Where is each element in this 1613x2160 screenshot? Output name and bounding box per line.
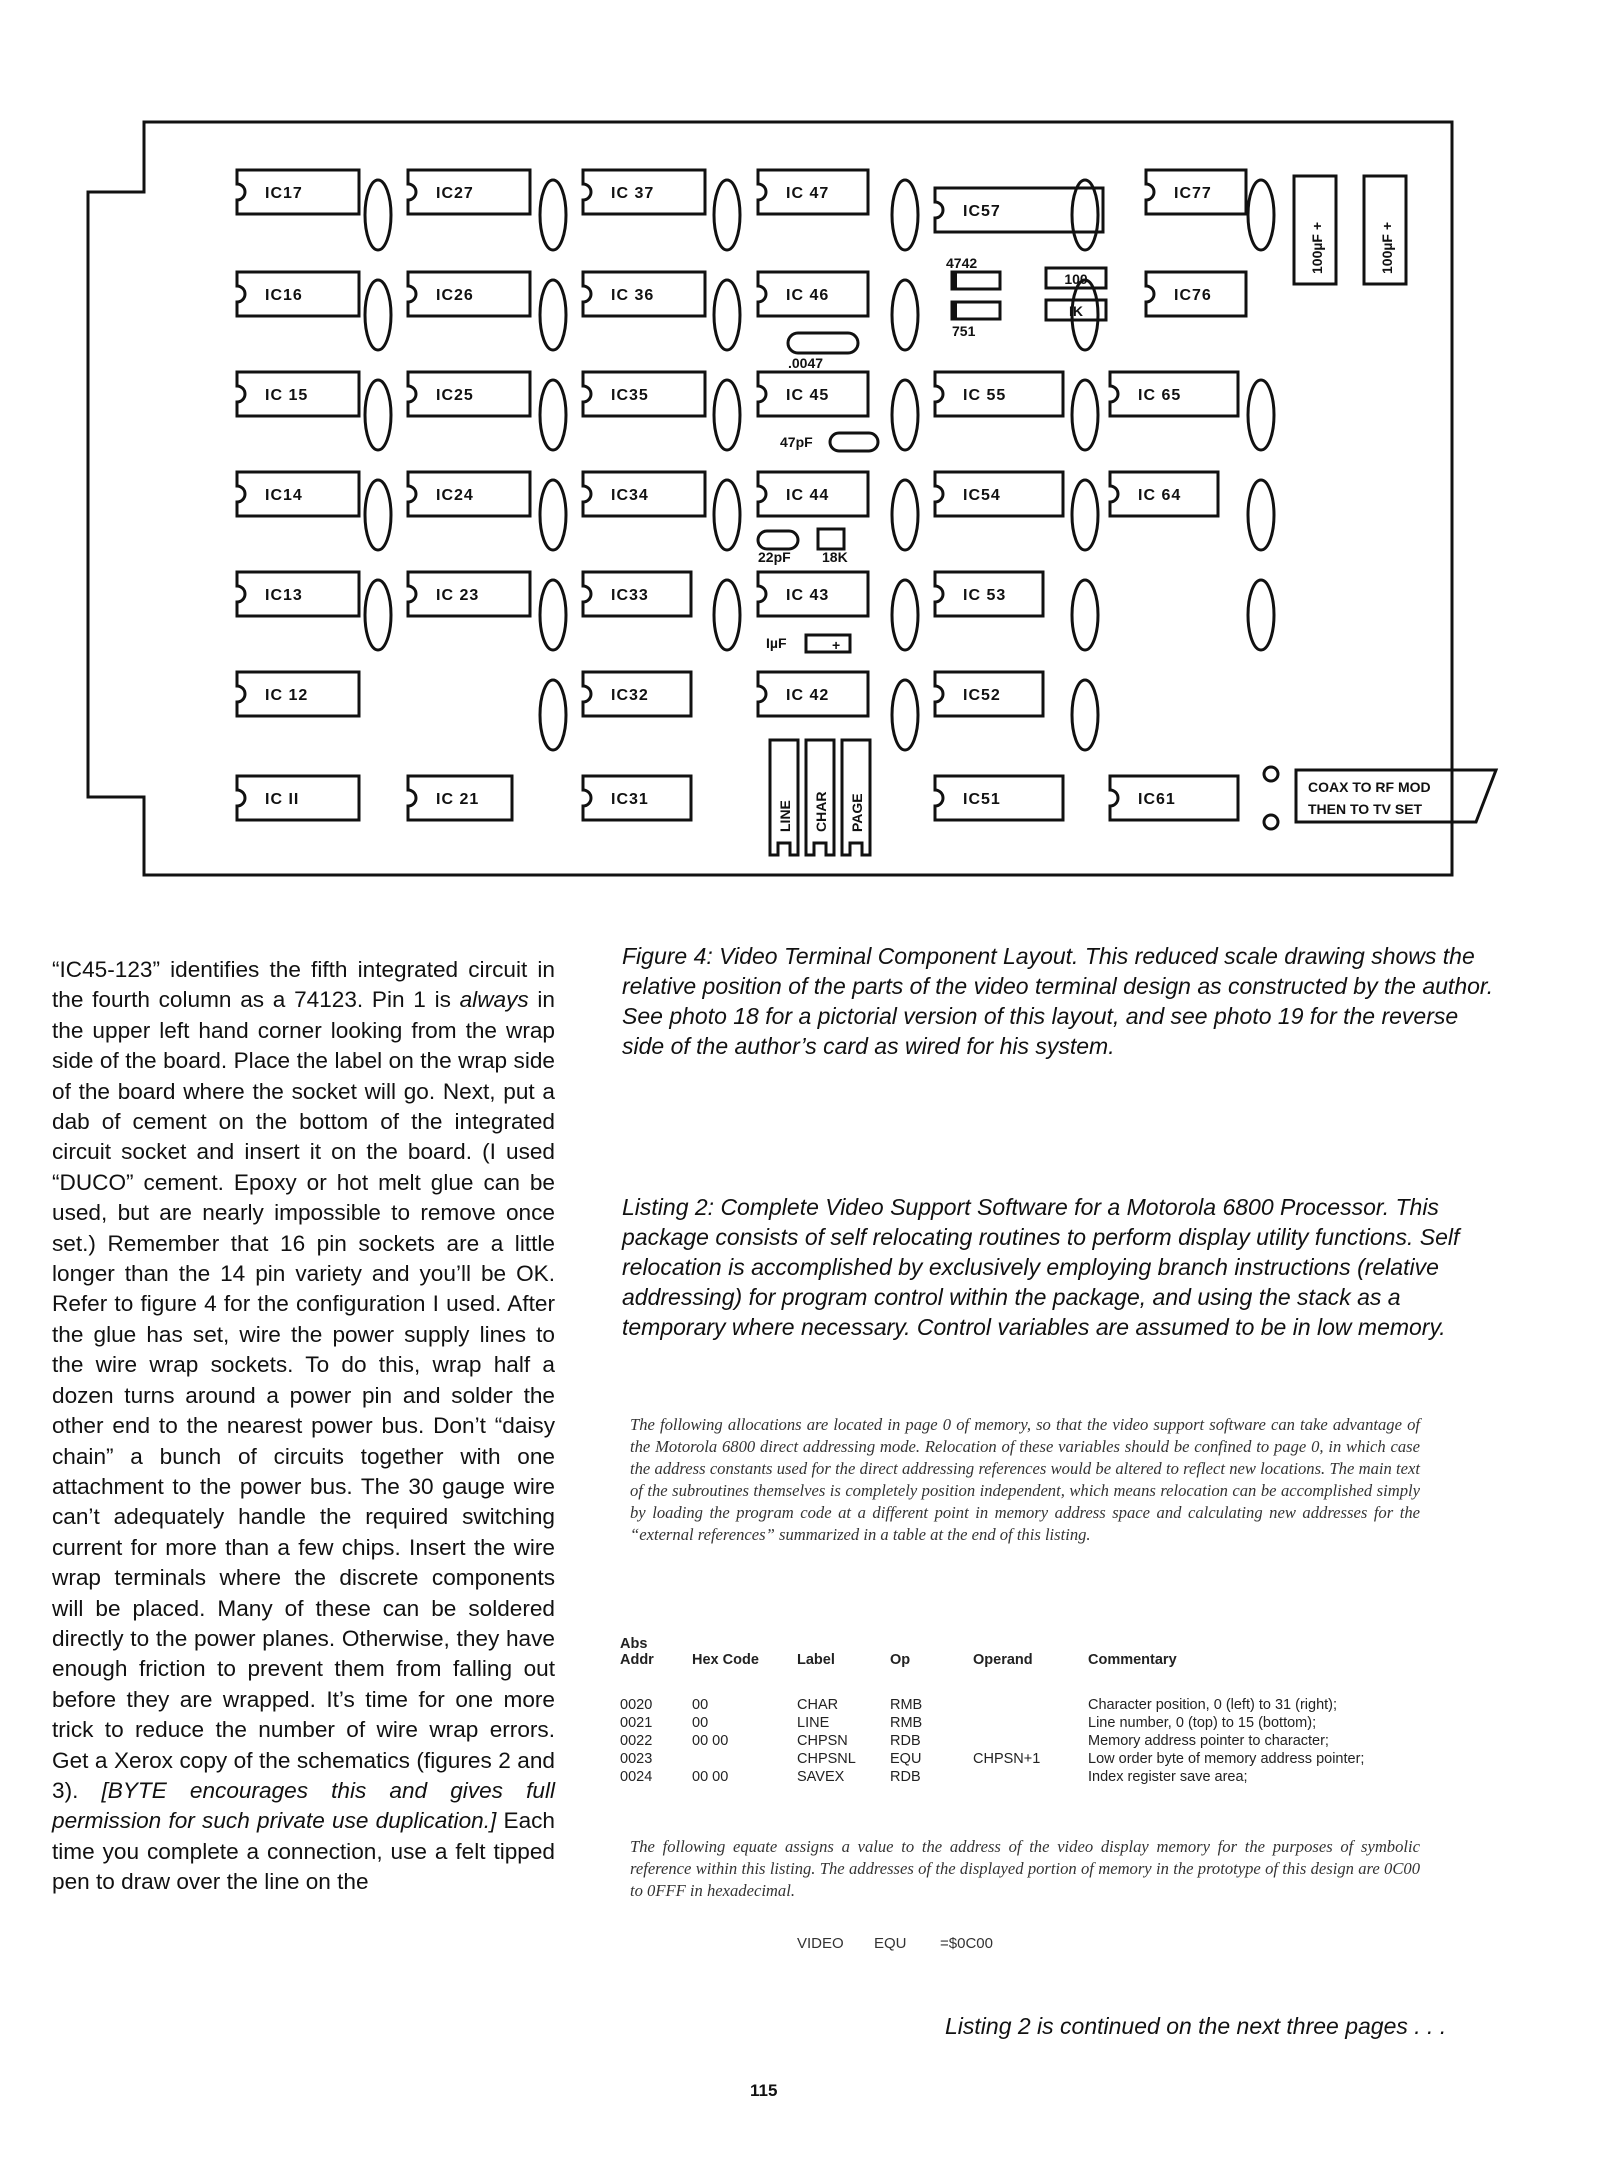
chip-ic25	[408, 372, 530, 416]
bypass-capacitor	[540, 580, 566, 650]
equate-note: The following equate assigns a value to the address of the video display memory for the purposes of symbolic reference within this listing. The addresses of the displayed portion of memory in the prototype of this design are 0C00 to 0FFF in hexadecimal.	[630, 1837, 1420, 1900]
chip-label-ic53: IC 53	[963, 587, 1007, 604]
bypass-capacitor	[540, 380, 566, 450]
capacitor-100uf-a-label: 100µF +	[1309, 221, 1325, 274]
chip-label-ic32: IC32	[611, 687, 649, 704]
chip-label-ic47: IC 47	[786, 185, 830, 202]
resistor-18k	[818, 529, 848, 565]
chip-label-ic42: IC 42	[786, 687, 830, 704]
chip-label-ic31: IC31	[611, 791, 649, 808]
chip-label-ic61: IC61	[1138, 791, 1176, 808]
chip-ic42	[758, 672, 868, 716]
capacitor-1uf-label: IµF	[766, 635, 787, 651]
chip-ic31	[583, 776, 691, 820]
capacitor-47pf-label: 47pF	[780, 434, 813, 450]
page-number: 115	[750, 2081, 778, 2100]
capacitor-layer	[365, 180, 1274, 750]
listing-intro: The following allocations are located in page 0 of memory, so that the video support software can take advantage of the Motorola 6800 direct addressing mode. Relocation of these variables should be confined to page 0, in which case the address constants used for the direct addressing references would be altered to reflect new locations. The main text of the subroutines themselves is completely position independent, which means relocation can be accomplished simply by loading the program code at a different point in memory address space and calculating new addresses for the “external references” summarized in a table at the end of this listing.	[630, 1415, 1420, 1544]
capacitor-0047-label: .0047	[788, 355, 824, 371]
col-op: Op	[890, 1652, 911, 1668]
chip-label-ic17: IC17	[265, 185, 303, 202]
chip-ic24	[408, 472, 530, 516]
bypass-capacitor	[892, 380, 918, 450]
chip-ic45	[758, 372, 868, 416]
chip-ic13	[237, 572, 359, 616]
body-text	[52, 955, 555, 1898]
switch-line	[770, 740, 798, 855]
chip-ic54	[935, 472, 1063, 516]
chip-label-ic23: IC 23	[436, 587, 480, 604]
chip-ic36	[583, 272, 705, 316]
chip-label-ic26: IC26	[436, 287, 474, 304]
chip-label-ic35: IC35	[611, 387, 649, 404]
bypass-capacitor	[714, 480, 740, 550]
chip-ic26	[408, 272, 530, 316]
svg-text:+: +	[832, 637, 841, 653]
chip-label-ic76: IC76	[1174, 287, 1212, 304]
chip-label-ic51: IC51	[963, 791, 1001, 808]
bypass-capacitor	[1248, 380, 1274, 450]
bypass-capacitor	[540, 280, 566, 350]
table-row: 0021 00 LINE RMB Line number, 0 (top) to 15 (bottom);	[620, 1715, 1317, 1731]
chip-ic64	[1110, 472, 1218, 516]
bypass-capacitor	[365, 480, 391, 550]
bypass-capacitor	[892, 180, 918, 250]
chip-label-ic11: IC II	[265, 791, 300, 808]
chip-ic76	[1146, 272, 1246, 316]
capacitor-100uf-b-label: 100µF +	[1379, 221, 1395, 274]
chip-label-ic36: IC 36	[611, 287, 655, 304]
chip-ic52	[935, 672, 1043, 716]
resistor-18k-label: 18K	[822, 549, 848, 565]
table-row: 0023 CHPSNL EQU CHPSN+1 Low order byte of memory address pointer;	[620, 1751, 1365, 1767]
bypass-capacitor	[1248, 580, 1274, 650]
bypass-capacitor	[714, 380, 740, 450]
chip-ic46	[758, 272, 868, 316]
capacitor-0047	[788, 333, 858, 371]
table-header-row	[620, 1636, 1374, 1696]
chip-label-ic77: IC77	[1174, 185, 1212, 202]
resistor-100	[1046, 268, 1106, 288]
bypass-capacitor	[1072, 180, 1098, 250]
resistor-4742	[946, 255, 1000, 289]
switch-char-label: CHAR	[813, 791, 829, 832]
resistor-1k-label: IK	[1069, 303, 1083, 319]
allocation-table	[620, 1636, 1374, 1786]
chip-ic23	[408, 572, 530, 616]
table-row: 0024 00 00 SAVEX RDB Index register save area;	[620, 1769, 1248, 1785]
chip-label-ic15: IC 15	[265, 387, 309, 404]
chip-label-ic21: IC 21	[436, 791, 480, 808]
chip-ic53	[935, 572, 1043, 616]
chip-label-ic55: IC 55	[963, 387, 1007, 404]
chip-label-ic27: IC27	[436, 185, 474, 202]
capacitor-22pf	[758, 531, 798, 565]
chip-ic57	[935, 188, 1103, 232]
col-hex: Hex Code	[692, 1652, 759, 1668]
bypass-capacitor	[892, 480, 918, 550]
chip-label-ic65: IC 65	[1138, 387, 1182, 404]
chip-label-ic45: IC 45	[786, 387, 830, 404]
bypass-capacitor	[365, 280, 391, 350]
chip-label-ic25: IC25	[436, 387, 474, 404]
switch-line-label: LINE	[777, 800, 793, 832]
chip-ic15	[237, 372, 359, 416]
chip-ic37	[583, 170, 705, 214]
chip-ic21	[408, 776, 512, 820]
col-operand: Operand	[973, 1652, 1033, 1668]
bypass-capacitor	[1072, 480, 1098, 550]
equate-operand: =$0C00	[940, 1935, 993, 1952]
chip-label-ic16: IC16	[265, 287, 303, 304]
capacitor-1uf	[766, 635, 850, 653]
coax-line2: THEN TO TV SET	[1308, 801, 1423, 817]
chip-ic61	[1110, 776, 1238, 820]
chip-ic16	[237, 272, 359, 316]
chip-label-ic14: IC14	[265, 487, 303, 504]
switch-page	[842, 740, 870, 855]
chip-label-ic54: IC54	[963, 487, 1001, 504]
bypass-capacitor	[365, 180, 391, 250]
chip-label-ic46: IC 46	[786, 287, 830, 304]
chip-label-ic33: IC33	[611, 587, 649, 604]
bypass-capacitor	[892, 680, 918, 750]
bypass-capacitor	[1072, 380, 1098, 450]
bypass-capacitor	[714, 580, 740, 650]
listing-caption: Listing 2: Complete Video Support Software for a Motorola 6800 Processor. This package consists of self relocating routines to perform display utility functions. Self relocation is accomplished by exclusively employing branch instructions (relative addressing) for program control within the package, and using the stack as a temporary where necessary. Control variables are assumed to be in low memory.	[622, 1194, 1460, 1340]
bypass-capacitor	[1248, 480, 1274, 550]
figure-caption: Figure 4: Video Terminal Component Layout. This reduced scale drawing shows the relative position of the parts of the video terminal design as constructed by the author. See photo 18 for a pictorial version of this layout, and see photo 19 for the reverse side of the author’s card as wired for his system.	[622, 943, 1494, 1059]
bypass-capacitor	[892, 280, 918, 350]
capacitor-100uf-a	[1294, 176, 1336, 284]
chip-ic27	[408, 170, 530, 214]
chip-label-ic34: IC34	[611, 487, 649, 504]
resistor-100-label: 100	[1064, 271, 1088, 287]
capacitor-47pf	[780, 433, 878, 451]
chip-ic34	[583, 472, 705, 516]
bypass-capacitor	[714, 180, 740, 250]
switch-page-label: PAGE	[849, 793, 865, 832]
capacitor-22pf-label: 22pF	[758, 549, 791, 565]
bypass-capacitor	[892, 580, 918, 650]
chip-label-ic13: IC13	[265, 587, 303, 604]
resistor-751-label: 751	[952, 323, 976, 339]
chip-ic51	[935, 776, 1063, 820]
bypass-capacitor	[1072, 680, 1098, 750]
chip-label-ic44: IC 44	[786, 487, 830, 504]
bypass-capacitor	[1248, 180, 1274, 250]
chip-ic65	[1110, 372, 1238, 416]
bypass-capacitor	[365, 380, 391, 450]
coax-label-box	[1296, 770, 1496, 822]
col-commentary: Commentary	[1088, 1652, 1177, 1668]
chip-label-ic37: IC 37	[611, 185, 655, 202]
bypass-capacitor	[365, 580, 391, 650]
bypass-capacitor	[540, 180, 566, 250]
chip-ic33	[583, 572, 691, 616]
coax-line1: COAX TO RF MOD	[1308, 779, 1431, 795]
chip-label-ic24: IC24	[436, 487, 474, 504]
chip-ic11	[237, 776, 359, 820]
chip-ic43	[758, 572, 868, 616]
chip-ic14	[237, 472, 359, 516]
bypass-capacitor	[540, 480, 566, 550]
chip-ic12	[237, 672, 359, 716]
chip-ic44	[758, 472, 868, 516]
coax-terminals	[1264, 767, 1278, 829]
chip-ic47	[758, 170, 868, 214]
chip-ic32	[583, 672, 691, 716]
chip-ic77	[1146, 170, 1246, 214]
bypass-capacitor	[714, 280, 740, 350]
capacitor-100uf-b	[1364, 176, 1406, 284]
chip-label-ic52: IC52	[963, 687, 1001, 704]
bypass-capacitor	[1072, 580, 1098, 650]
switch-char	[806, 740, 834, 855]
col-addr: Abs Addr	[620, 1636, 654, 1668]
resistor-4742-label: 4742	[946, 255, 978, 271]
chip-label-ic64: IC 64	[1138, 487, 1182, 504]
equate-label: VIDEO	[797, 1935, 844, 1952]
component-layout-figure	[0, 0, 1613, 900]
col-label: Label	[797, 1652, 835, 1668]
chip-ic55	[935, 372, 1063, 416]
chip-ic35	[583, 372, 705, 416]
chip-label-ic57: IC57	[963, 203, 1001, 220]
chip-label-ic12: IC 12	[265, 687, 309, 704]
body-paragraph: “IC45-123” identifies the fifth integrated circuit in the fourth column as a 74123. Pin 1 is always in the upper left hand corner looking from the wrap side of the board. Place the label on the wrap side of the board where the socket will go. Next, put a dab of cement on the bottom of the integrated circuit socket and insert it on the board. (I used “DUCO” cement. Epoxy or hot melt glue can be used, but are nearly impossible to remove once set.) Remember that 16 pin sockets are a little longer than the 14 pin variety and you’ll be OK. Refer to figure 4 for the configuration I used. After the glue has set, wire the power supply lines to the wire wrap sockets. To do this, wrap half a dozen turns around a power pin and solder the other end to the nearest power bus. Don’t “daisy chain” a bunch of circuits together with one attachment to the power bus. The 30 gauge wire can’t adequately handle the required switching current for more than a few chips. Insert the wire wrap terminals where the discrete components will be placed. Many of these can be soldered directly to the power planes. Otherwise, they have enough friction to prevent them from falling out before they are wrapped. It’s time for one more trick to reduce the number of wire wrap errors. Get a Xerox copy of the schematics (figures 2 and 3). [BYTE encourages this and gives full permission for such private use duplication.] Each time you complete a connection, use a felt tipped pen to draw over the line on the	[52, 957, 556, 1895]
table-row: 0022 00 00 CHPSN RDB Memory address pointer to character;	[620, 1733, 1329, 1749]
continued-note: Listing 2 is continued on the next three pages . . .	[945, 2013, 1447, 2039]
chip-ic17	[237, 170, 359, 214]
bypass-capacitor	[540, 680, 566, 750]
chip-label-ic43: IC 43	[786, 587, 830, 604]
resistor-751	[952, 302, 1000, 339]
equate-op: EQU	[874, 1935, 907, 1952]
table-row: 0020 00 CHAR RMB Character position, 0 (left) to 31 (right);	[620, 1697, 1338, 1713]
